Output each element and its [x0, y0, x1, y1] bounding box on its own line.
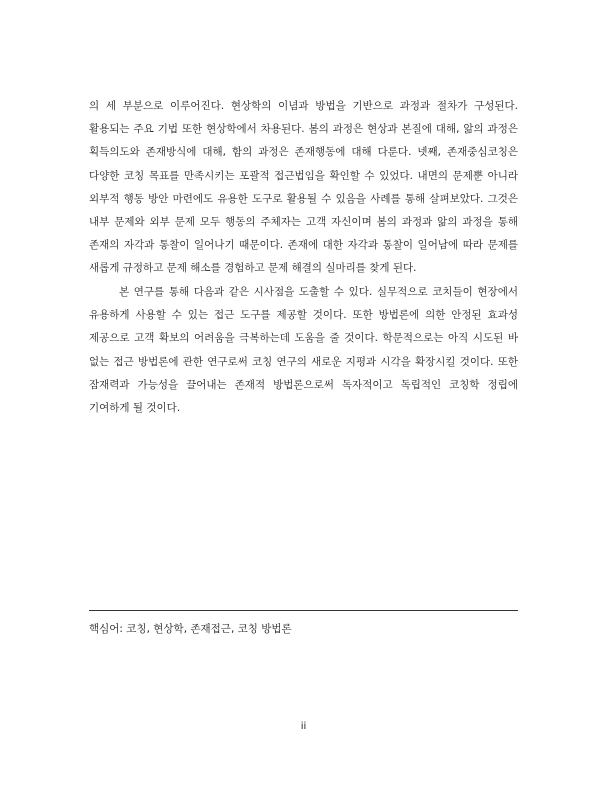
body-paragraph-2: 본 연구를 통해 다음과 같은 시사점을 도출할 수 있다. 실무적으로 코치들이 현장에서 유용하게 사용할 수 있는 접근 도구를 제공할 것이다. 또한 방법론에 의한 안정된 효과성 제공으로 고객 확보의 어려움을 극복하는데 도움을 줄 것이다. 학문적으로는 아직 시도된 바 없는 접근 방법론에 관한 연구로써 코칭 연구의 새로운 지평과 시각을 확장시킬 것이다. 또한 잠재력과 가능성을 끌어내는 존재적 방법론으로써 독자적이고 독립적인 코칭학 정립에 기여하게 될 것이다. — [89, 286, 518, 415]
body-paragraph-1: 의 세 부분으로 이루어진다. 현상학의 이념과 방법을 기반으로 과정과 절차가 구성된다. 활용되는 주요 기법 또한 현상학에서 차용된다. 봄의 과정은 현상과 본질에 대해, 앎의 과정은 획득의도와 존재방식에 대해, 함의 과정은 존재행동에 대해 다룬다. 넷째, 존재중심코칭은 다양한 코칭 목표를 만족시키는 포괄적 접근법임을 확인할 수 있었다. 내면의 문제뿐 아니라 외부적 행동 방안 마련에도 유용한 도구로 활용될 수 있음을 사례를 통해 살펴보았다. 그것은 내부 문제와 외부 문제 모두 행동의 주체자는 고객 자신이며 봄의 과정과 앎의 과정을 통해 존재의 자각과 통찰이 일어나기 때문이다. 존재에 대한 자각과 통찰이 일어남에 따라 문제를 새롭게 규정하고 문제 해소를 경험하고 문제 해결의 실마리를 찾게 된다. — [89, 100, 518, 275]
keywords-line: 핵심어: 코칭, 현상학, 존재접근, 코칭 방법론 — [89, 623, 292, 635]
page-number: ii — [300, 721, 307, 732]
keywords-divider — [89, 610, 518, 611]
